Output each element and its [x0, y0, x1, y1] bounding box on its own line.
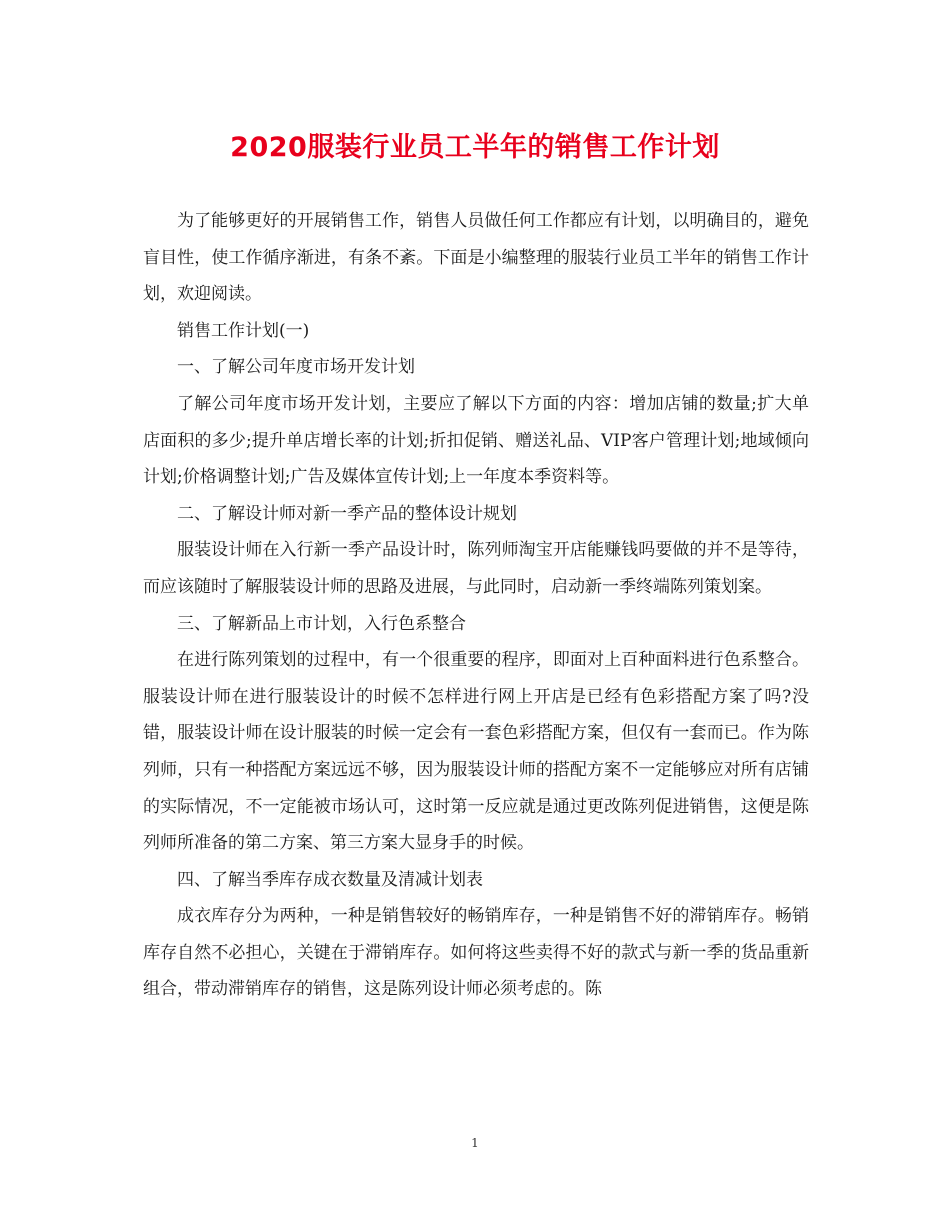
document-title: 2020服装行业员工半年的销售工作计划 [230, 132, 720, 163]
page-number: 1 [471, 1136, 479, 1150]
paragraph-4: 成衣库存分为两种，一种是销售较好的畅销库存，一种是销售不好的滞销库存。畅销库存自然不必担心，关键在于滞销库存。如何将这些卖得不好的款式与新一季的货品重新组合，带动滞销库存的销售，这是陈列设计师必须考虑的。陈 [143, 906, 809, 1000]
paragraph-3: 在进行陈列策划的过程中，有一个很重要的程序，即面对上百种面料进行色系整合。服装设计师在进行服装设计的时候不怎样进行网上开店是已经有色彩搭配方案了吗?没错，服装设计师在设计服装的时候一定会有一套色彩搭配方案，但仅有一套而已。作为陈列师，只有一种搭配方案远远不够，因为服装设计师的搭配方案不一定能够应对所有店铺的实际情况，不一定能被市场认可，这时第一反应就是通过更改陈列促进销售，这便是陈列师所准备的第二方案、第三方案大显身手的时候。 [143, 650, 809, 854]
section-heading-2: 二、了解设计师对新一季产品的整体设计规划 [177, 503, 517, 524]
section-heading-4: 四、了解当季库存成衣数量及清减计划表 [177, 869, 483, 890]
paragraph-2: 服装设计师在入行新一季产品设计时，陈列师淘宝开店能赚钱吗要做的并不是等待，而应该随时了解服装设计师的思路及进展，与此同时，启动新一季终端陈列策划案。 [143, 540, 809, 597]
paragraph-intro: 为了能够更好的开展销售工作，销售人员做任何工作都应有计划，以明确目的，避免盲目性，使工作循序渐进，有条不紊。下面是小编整理的服装行业员工半年的销售工作计划，欢迎阅读。 [143, 211, 809, 305]
section-heading-3: 三、了解新品上市计划，入行色系整合 [177, 613, 466, 634]
section-heading-plan-one: 销售工作计划(一) [177, 320, 310, 341]
document-body [143, 203, 809, 1008]
paragraph-1: 了解公司年度市场开发计划，主要应了解以下方面的内容：增加店铺的数量;扩大单店面积的多少;提升单店增长率的计划;折扣促销、赠送礼品、VIP客户管理计划;地域倾向计划;价格调整计划;广告及媒体宣传计划;上一年度本季资料等。 [143, 393, 809, 488]
section-heading-1: 一、了解公司年度市场开发计划 [177, 357, 415, 378]
